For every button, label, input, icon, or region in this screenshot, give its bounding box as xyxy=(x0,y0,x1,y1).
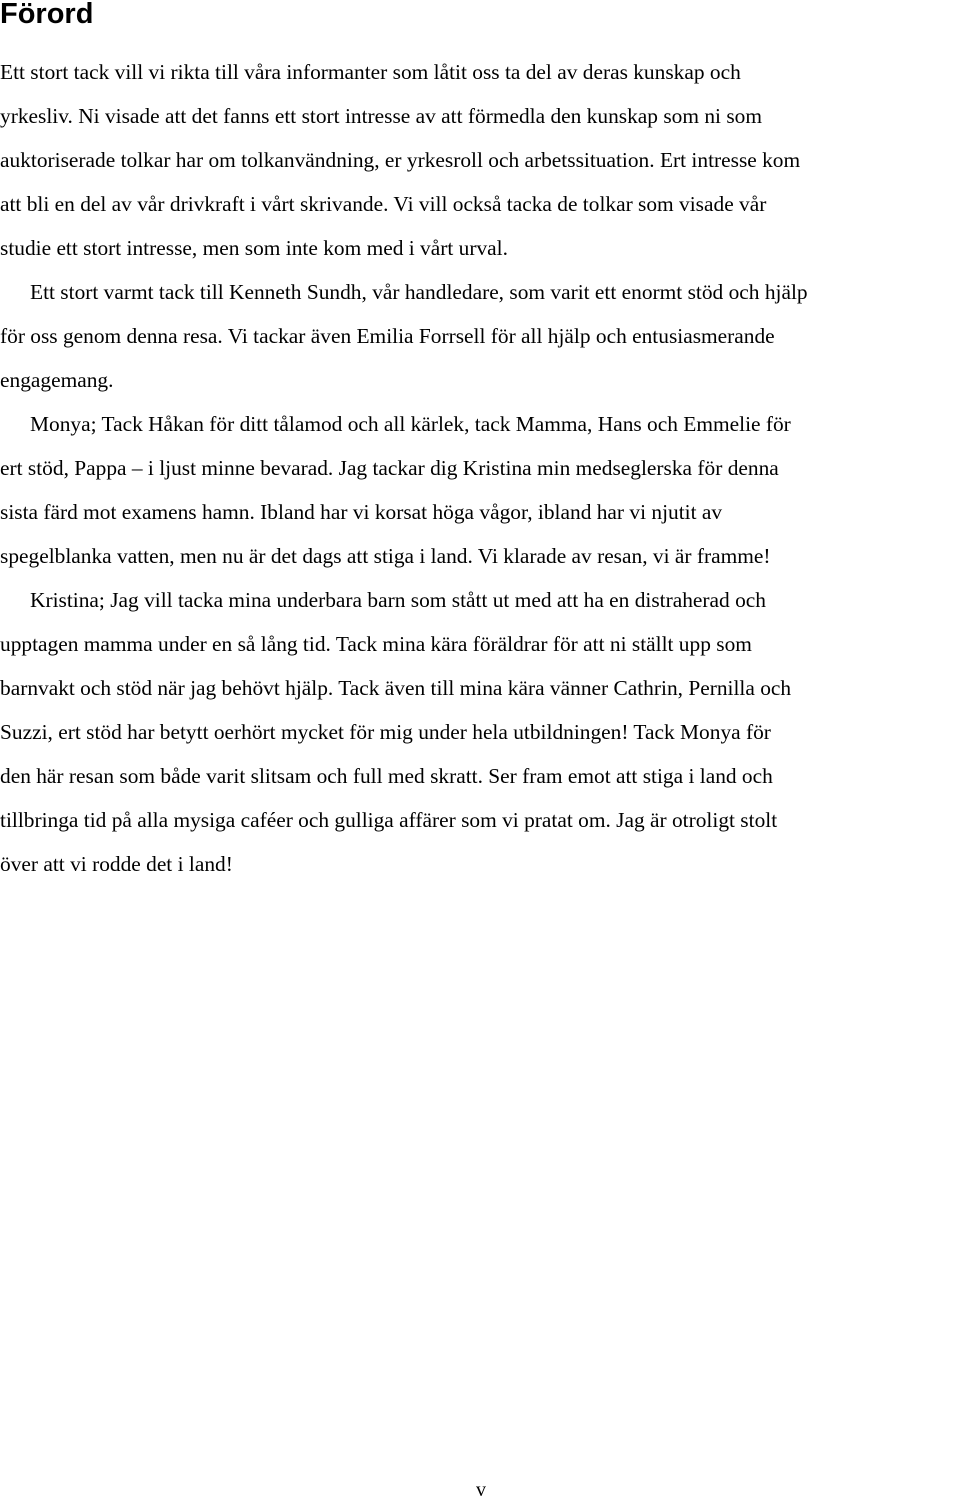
text-line: sista färd mot examens hamn. Ibland har vi korsat höga vågor, ibland har vi njutit av xyxy=(0,500,723,524)
text-line xyxy=(0,402,960,446)
text-line: tillbringa tid på alla mysiga caféer och gulliga affärer som vi pratat om. Jag är otroligt stolt xyxy=(0,808,778,832)
page-number: v xyxy=(476,1479,486,1501)
paragraph-acknowledgement-supervisor xyxy=(0,270,960,402)
text-line: upptagen mamma under en så lång tid. Tack mina kära föräldrar för att ni ställt upp som xyxy=(0,632,752,656)
text-line: att bli en del av vår drivkraft i vårt skrivande. Vi vill också tacka de tolkar som visade vår xyxy=(0,192,767,216)
paragraph-acknowledgement-monya xyxy=(0,402,960,578)
page-title: Förord xyxy=(0,0,94,30)
paragraph-acknowledgement-informants xyxy=(0,50,960,270)
text-line-content: Ett stort varmt tack till Kenneth Sundh, vår handledare, som varit ett enormt stöd och hjälp xyxy=(30,280,808,304)
text-line: auktoriserade tolkar har om tolkanvändning, er yrkesroll och arbetssituation. Ert intresse kom xyxy=(0,148,801,172)
text-line: engagemang. xyxy=(0,368,114,392)
text-line: Suzzi, ert stöd har betytt oerhört mycket för mig under hela utbildningen! Tack Monya för xyxy=(0,720,771,744)
text-line: studie ett stort intresse, men som inte kom med i vårt urval. xyxy=(0,236,508,260)
text-line: för oss genom denna resa. Vi tackar även Emilia Forrsell för all hjälp och entusiasmerande xyxy=(0,324,775,348)
text-line xyxy=(0,270,960,314)
text-line: den här resan som både varit slitsam och full med skratt. Ser fram emot att stiga i land och xyxy=(0,764,773,788)
text-line xyxy=(0,578,960,622)
text-line: barnvakt och stöd när jag behövt hjälp. Tack även till mina kära vänner Cathrin, Pernilla och xyxy=(0,676,792,700)
body-text xyxy=(0,50,960,886)
text-line: ert stöd, Pappa – i ljust minne bevarad. Jag tackar dig Kristina min medseglerska för denna xyxy=(0,456,779,480)
text-line-content: Kristina; Jag vill tacka mina underbara barn som stått ut med att ha en distraherad och xyxy=(30,588,766,612)
paragraph-acknowledgement-kristina xyxy=(0,578,960,886)
text-line: över att vi rodde det i land! xyxy=(0,852,233,876)
text-line-content: Monya; Tack Håkan för ditt tålamod och all kärlek, tack Mamma, Hans och Emmelie för xyxy=(30,412,791,436)
text-line: yrkesliv. Ni visade att det fanns ett stort intresse av att förmedla den kunskap som ni som xyxy=(0,104,762,128)
text-line: Ett stort tack vill vi rikta till våra informanter som låtit oss ta del av deras kunskap och xyxy=(0,60,741,84)
text-line: spegelblanka vatten, men nu är det dags att stiga i land. Vi klarade av resan, vi är framme! xyxy=(0,544,771,568)
